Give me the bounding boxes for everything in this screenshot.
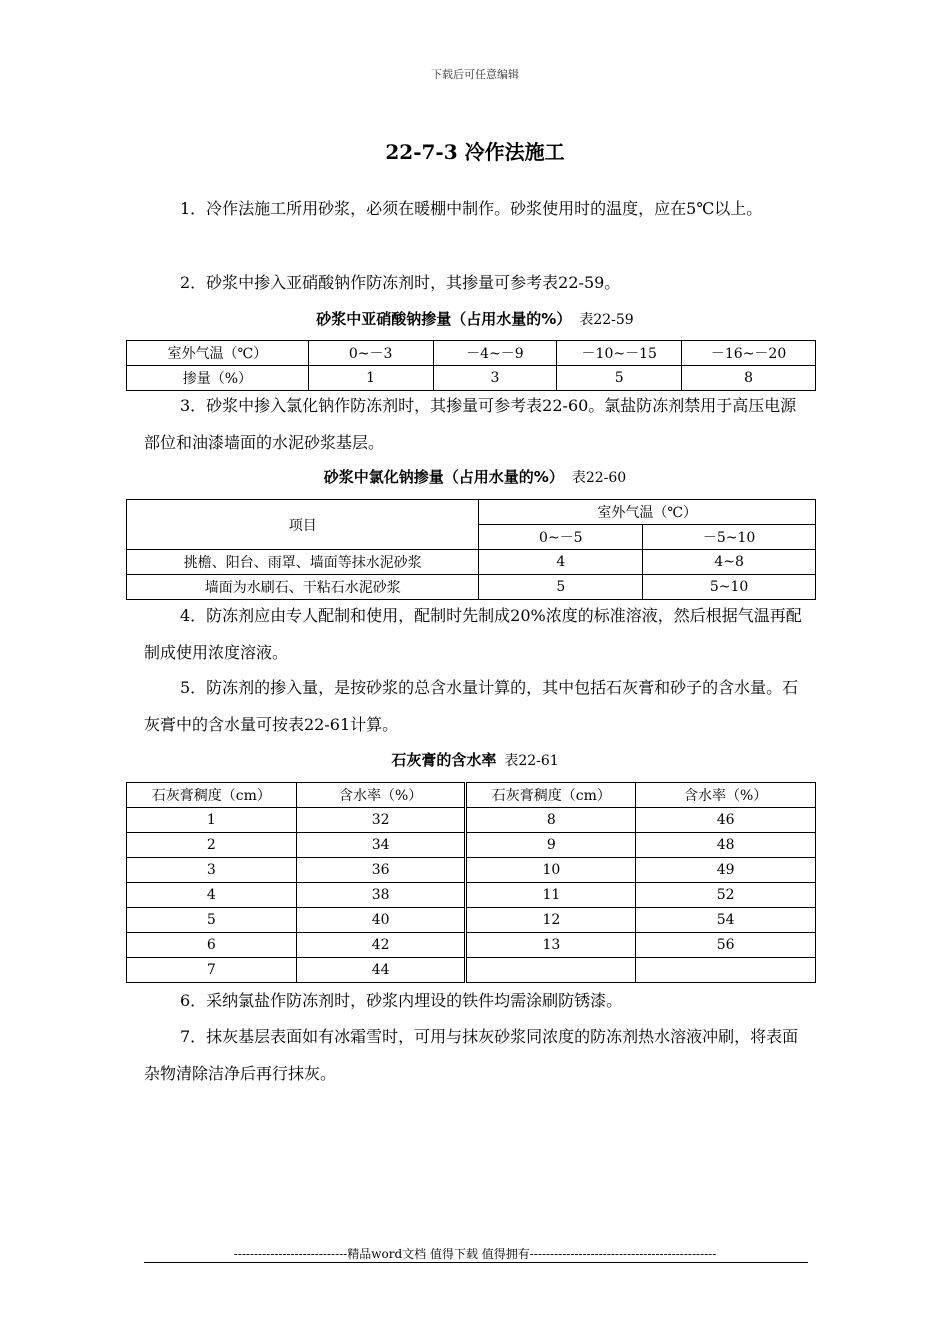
table-cell: 7 [127, 958, 297, 983]
paragraph-3: 3．砂浆中掺入氯化钠作防冻剂时，其掺量可参考表22-60。氯盐防冻剂禁用于高压电源部位和油漆墙面的水泥砂浆基层。 [144, 396, 797, 452]
table-header-cell: 室外气温（℃） [479, 500, 816, 525]
table-header-cell: 含水率（%） [296, 783, 466, 808]
table-cell: 10 [466, 858, 636, 883]
table-cell: 52 [636, 883, 816, 908]
table-cell: －10~－15 [557, 341, 682, 366]
table-row [127, 933, 816, 958]
table-row [127, 808, 816, 833]
page-footer: ----------------------------精品word文档 值得下载 值得拥有---------------------------------------------- [233, 1247, 717, 1261]
table-cell: －16~－20 [682, 341, 816, 366]
table-cell: 1 [308, 366, 433, 391]
table61-title: 石灰膏的含水率 [391, 751, 497, 769]
table61-caption [0, 749, 950, 770]
table-header-cell: 0~－5 [479, 525, 643, 550]
table60-caption [0, 466, 950, 487]
section-title: 22-7-3 冷作法施工 [385, 140, 565, 164]
table-header-cell: 项目 [127, 500, 479, 550]
paragraph-1: 1．冷作法施工所用砂浆，必须在暖棚中制作。砂浆使用时的温度，应在5℃以上。 [180, 199, 763, 218]
page-header: 下载后可任意编辑 [431, 68, 519, 81]
table-cell: 4 [127, 883, 297, 908]
table-cell: 44 [296, 958, 466, 983]
table-cell [466, 958, 636, 983]
table-row [127, 858, 816, 883]
table-cell: 36 [296, 858, 466, 883]
paragraph-2: 2．砂浆中掺入亚硝酸钠作防冻剂时，其掺量可参考表22-59。 [180, 273, 621, 292]
table-row [127, 783, 816, 808]
table-header-cell: 石灰膏稠度（cm） [466, 783, 636, 808]
table-row [127, 883, 816, 908]
paragraph-4: 4．防冻剂应由专人配制和使用，配制时先制成20%浓度的标准溶液，然后根据气温再配制成使用浓度溶液。 [144, 606, 802, 662]
table-row [127, 550, 816, 575]
table-cell: 8 [682, 366, 816, 391]
table-cell: 13 [466, 933, 636, 958]
table60-title: 砂浆中氯化钠掺量（占用水量的%） [323, 468, 564, 486]
table-row [127, 833, 816, 858]
table-cell [636, 958, 816, 983]
table-cell: 掺量（%） [127, 366, 309, 391]
table-cell: －4~－9 [433, 341, 557, 366]
table-cell: 9 [466, 833, 636, 858]
table-cell: 5 [557, 366, 682, 391]
table-cell: 32 [296, 808, 466, 833]
table-row [127, 575, 816, 600]
table59-number: 表22-59 [579, 312, 634, 328]
paragraph-5: 5．防冻剂的掺入量，是按砂浆的总含水量计算的，其中包括石灰膏和砂子的含水量。石灰膏中的含水量可按表22-61计算。 [144, 678, 799, 734]
table59-caption [0, 308, 950, 329]
table-row [127, 500, 816, 525]
table-cell: 34 [296, 833, 466, 858]
table-cell: 12 [466, 908, 636, 933]
paragraph-6: 6．采纳氯盐作防冻剂时，砂浆内埋设的铁件均需涂刷防锈漆。 [180, 991, 623, 1010]
table-cell: 4 [479, 550, 643, 575]
table-cell: 挑檐、阳台、雨罩、墙面等抹水泥砂浆 [127, 550, 479, 575]
table-22-61 [126, 782, 816, 983]
table-cell: 5 [479, 575, 643, 600]
table-cell: 54 [636, 908, 816, 933]
table-cell: 1 [127, 808, 297, 833]
footer-divider [144, 1262, 808, 1263]
table-cell: 11 [466, 883, 636, 908]
table-cell: 6 [127, 933, 297, 958]
table-cell: 0~－3 [308, 341, 433, 366]
table-row [127, 958, 816, 983]
table61-number: 表22-61 [504, 753, 559, 769]
table-cell: 40 [296, 908, 466, 933]
table-cell: 38 [296, 883, 466, 908]
table-cell: 2 [127, 833, 297, 858]
table-cell: 5~10 [643, 575, 816, 600]
table-cell: 3 [127, 858, 297, 883]
table-22-60 [126, 499, 816, 600]
table-row [127, 341, 816, 366]
table-cell: 42 [296, 933, 466, 958]
table-cell: 56 [636, 933, 816, 958]
table-cell: 8 [466, 808, 636, 833]
table-cell: 46 [636, 808, 816, 833]
table-header-cell: 石灰膏稠度（cm） [127, 783, 297, 808]
table-cell: 墙面为水刷石、干粘石水泥砂浆 [127, 575, 479, 600]
table-22-59 [126, 340, 816, 391]
table-cell: 49 [636, 858, 816, 883]
table60-number: 表22-60 [571, 470, 627, 486]
table-header-cell: －5~10 [643, 525, 816, 550]
table-row [127, 908, 816, 933]
table-header-cell: 含水率（%） [636, 783, 816, 808]
paragraph-7: 7．抹灰基层表面如有冰霜雪时，可用与抹灰砂浆同浓度的防冻剂热水溶液冲刷，将表面杂物清除洁净后再行抹灰。 [144, 1027, 799, 1083]
table59-title: 砂浆中亚硝酸钠掺量（占用水量的%） [316, 310, 572, 328]
table-cell: 48 [636, 833, 816, 858]
table-cell: 3 [433, 366, 557, 391]
table-cell: 4~8 [643, 550, 816, 575]
table-cell: 5 [127, 908, 297, 933]
table-cell: 室外气温（℃） [127, 341, 309, 366]
